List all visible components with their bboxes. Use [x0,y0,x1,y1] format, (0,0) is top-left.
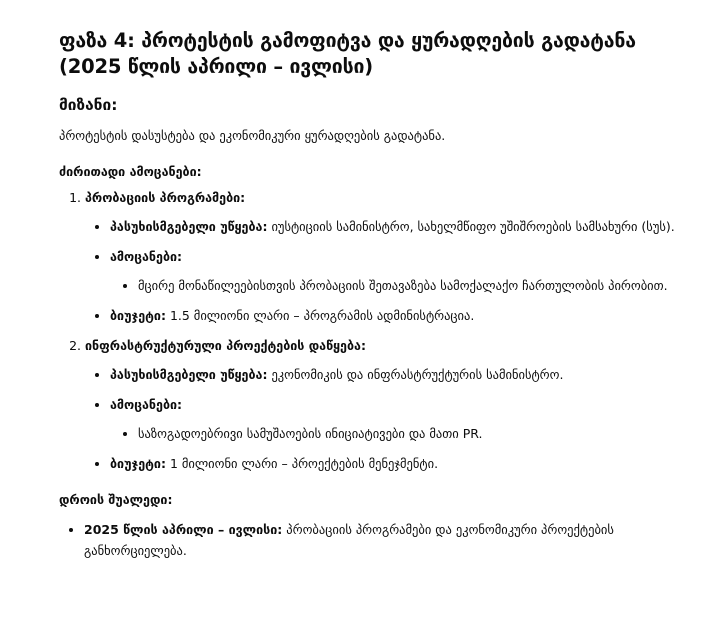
task-details [85,364,676,474]
task-responsible [110,364,676,385]
tasks-heading: ძირითადი ამოცანები: [59,164,202,179]
page-title: ფაზა 4: პროტესტის გამოფიტვა და ყურადღების გადატანა (2025 წლის აპრილი – ივლისი) [59,29,636,78]
timeline-item [84,519,676,561]
responsible-label: პასუხისმგებელი უწყება: [110,219,268,234]
task-item [85,187,676,326]
tasks-list [59,187,676,474]
task-responsible [110,216,676,237]
budget-label: ბიუჯეტი: [110,308,166,323]
task-title: ინფრასტრუქტურული პროექტების დაწყება: [85,338,366,353]
task-objectives [110,246,676,296]
objective-item: • საზოგადოებრივი სამუშაოების ინიციატივები და მათი PR. [138,423,676,444]
budget-value: 1.5 მილიონი ლარი – პროგრამის ადმინისტრაცია. [169,308,475,323]
task-budget [110,305,676,326]
task-item [85,335,676,474]
objectives-label: ამოცანები: [110,249,183,264]
budget-value: 1 მილიონი ლარი – პროექტების მენეჯმენტი. [169,456,439,471]
responsible-value: იუსტიციის სამინისტრო, სახელმწიფო უშიშროების სამსახური (სუს). [271,219,675,234]
objective-item: • მცირე მონაწილეებისთვის პრობაციის შეთავაზება სამოქალაქო ჩართულობის პირობით. [138,275,676,296]
budget-label: ბიუჯეტი: [110,456,166,471]
objectives-list [110,423,676,444]
task-title: პრობაციის პროგრამები: [85,190,246,205]
objectives-label: ამოცანები: [110,397,183,412]
task-objectives [110,394,676,444]
task-details [85,216,676,326]
objectives-list [110,275,676,296]
responsible-value: ეკონომიკის და ინფრასტრუქტურის სამინისტრო. [271,367,564,382]
timeline-list [59,519,676,561]
goal-text: პროტესტის დასუსტება და ეკონომიკური ყურადღების გადატანა. [59,128,446,143]
timeline-heading: დროის შუალედი: [59,492,173,507]
timeline-label: 2025 წლის აპრილი – ივლისი: [84,522,283,537]
task-budget [110,453,676,474]
responsible-label: პასუხისმგებელი უწყება: [110,367,268,382]
goal-heading: მიზანი: [59,96,118,114]
timeline-text: პრობაციის პროგრამები და ეკონომიკური პროექტების განხორციელება. [84,522,614,558]
